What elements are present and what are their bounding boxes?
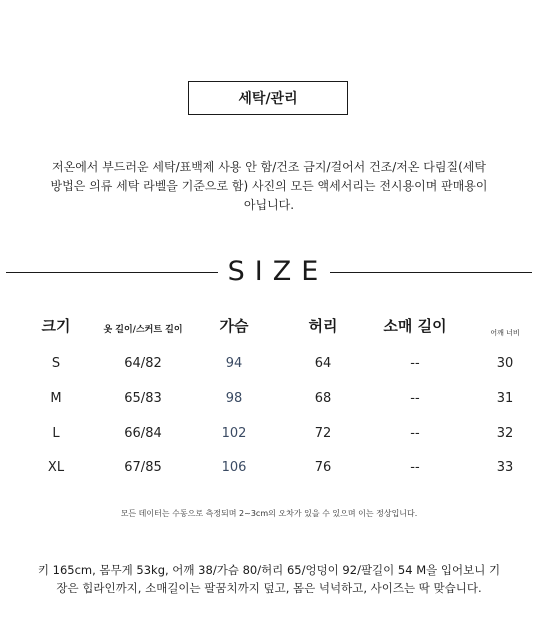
size-divider-left bbox=[6, 272, 218, 273]
cell-sleeve: -- bbox=[410, 460, 420, 475]
care-title-box bbox=[188, 81, 348, 115]
care-line: 방법은 의류 세탁 라벨을 기준으로 함) 사진의 모든 액세서리는 전시용이며 판매용이 bbox=[50, 179, 488, 193]
cell-size: M bbox=[50, 391, 62, 406]
cell-sleeve: -- bbox=[410, 426, 420, 441]
model-line: 장은 힙라인까지, 소매길이는 팔꿈치까지 덮고, 몸은 넉넉하고, 사이즈는 딱 맞습니다. bbox=[56, 581, 482, 595]
cell-length: 65/83 bbox=[124, 391, 162, 406]
cell-waist: 72 bbox=[314, 426, 332, 441]
cell-length: 64/82 bbox=[124, 356, 162, 371]
cell-sleeve: -- bbox=[410, 391, 420, 406]
care-line: 아닙니다. bbox=[243, 198, 295, 212]
cell-bust: 106 bbox=[221, 460, 247, 475]
measurement-note: 모든 데이터는 수동으로 측정되며 2~3cm의 오차가 있을 수 있으며 이는 정상입니다. bbox=[120, 509, 418, 518]
size-title: SIZE bbox=[227, 256, 329, 287]
cell-bust: 102 bbox=[221, 426, 247, 441]
cell-waist: 76 bbox=[314, 460, 332, 475]
cell-shoulder: 31 bbox=[496, 391, 514, 406]
cell-length: 66/84 bbox=[124, 426, 162, 441]
cell-shoulder: 32 bbox=[496, 426, 514, 441]
cell-size: L bbox=[52, 426, 60, 441]
cell-sleeve: -- bbox=[410, 356, 420, 371]
model-info bbox=[6, 561, 532, 597]
header-bust: 가슴 bbox=[219, 317, 249, 335]
header-sleeve: 소매 길이 bbox=[383, 317, 447, 335]
cell-bust: 94 bbox=[225, 356, 243, 371]
cell-size: S bbox=[51, 356, 61, 371]
header-size: 크기 bbox=[41, 317, 71, 335]
care-line: 저온에서 부드러운 세탁/표백제 사용 안 함/건조 금지/걸어서 건조/저온 다림질(세탁 bbox=[52, 160, 486, 174]
cell-waist: 64 bbox=[314, 356, 332, 371]
header-shoulder: 어깨 너비 bbox=[490, 329, 520, 337]
header-waist: 허리 bbox=[308, 317, 338, 335]
size-divider-right bbox=[330, 272, 532, 273]
cell-size: XL bbox=[47, 460, 65, 475]
cell-length: 67/85 bbox=[124, 460, 162, 475]
cell-shoulder: 33 bbox=[496, 460, 514, 475]
model-line: 키 165cm, 몸무게 53kg, 어깨 38/가슴 80/허리 65/엉덩이 92/팔길이 54 M을 입어보니 기 bbox=[37, 563, 501, 577]
cell-waist: 68 bbox=[314, 391, 332, 406]
care-instructions bbox=[10, 158, 528, 215]
header-length: 옷 길이/스커트 길이 bbox=[103, 325, 183, 335]
care-title: 세탁/관리 bbox=[238, 91, 298, 107]
cell-bust: 98 bbox=[225, 391, 243, 406]
cell-shoulder: 30 bbox=[496, 356, 514, 371]
